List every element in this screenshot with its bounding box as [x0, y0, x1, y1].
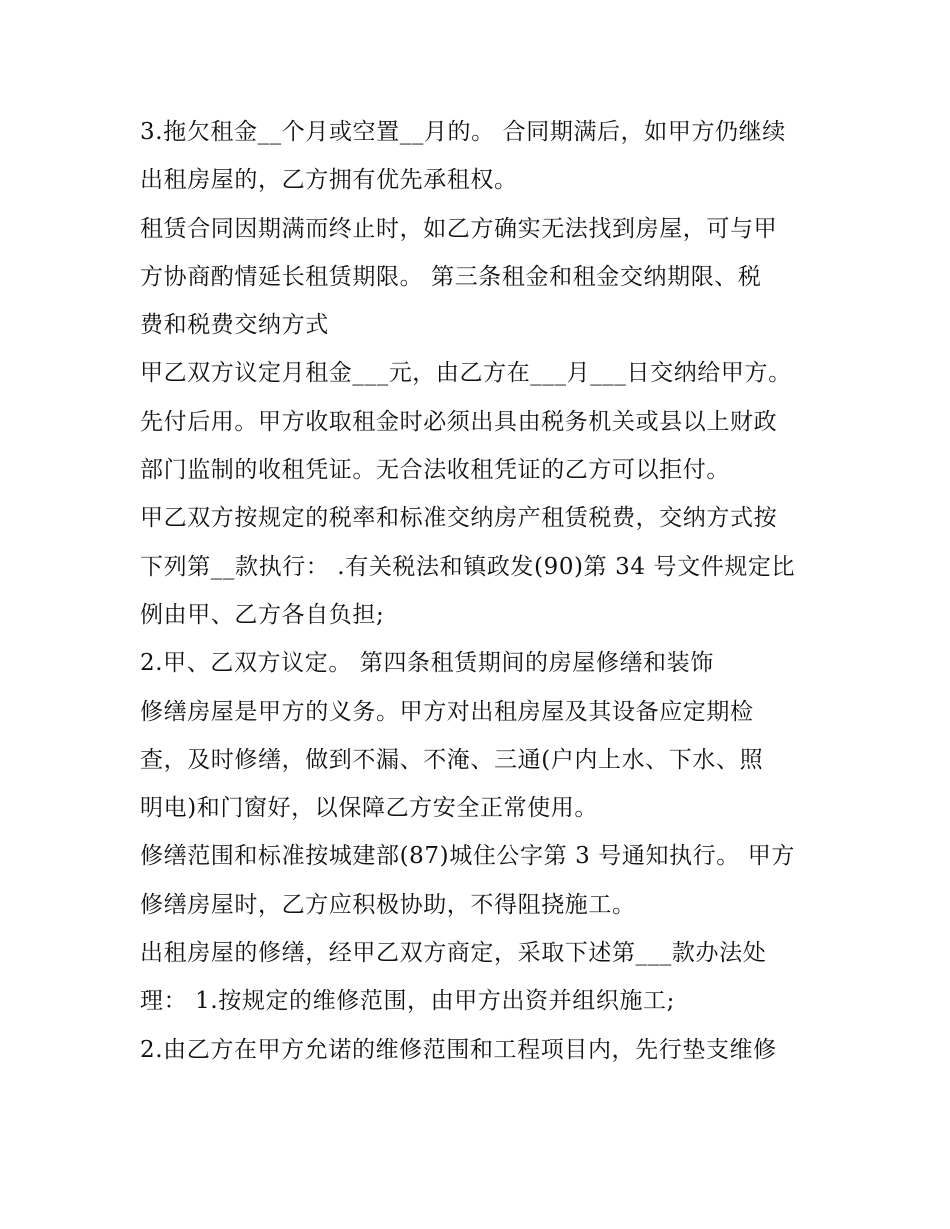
text-line: 修缮范围和标准按城建部(87)城住公字第 3 号通知执行。 甲方 [140, 843, 795, 870]
text-line: 下列第__款执行： .有关税法和镇政发(90)第 34 号文件规定比 [140, 553, 796, 580]
text-line: 甲乙双方按规定的税率和标准交纳房产租赁税费，交纳方式按 [140, 505, 778, 532]
text-line: 修缮房屋是甲方的义务。甲方对出租房屋及其设备应定期检 [140, 698, 754, 725]
text-line: 出租房屋的，乙方拥有优先承租权。 [140, 167, 518, 194]
text-line: 例由甲、乙方各自负担; [140, 601, 385, 628]
text-line: 部门监制的收租凭证。无合法收租凭证的乙方可以拒付。 [140, 457, 730, 484]
text-line: 修缮房屋时，乙方应积极协助，不得阻挠施工。 [140, 891, 636, 918]
text-line: 甲乙双方议定月租金___元，由乙方在___月___日交纳给甲方。 [140, 360, 792, 387]
text-line: 租赁合同因期满而终止时，如乙方确实无法找到房屋，可与甲 [140, 215, 778, 242]
text-line: 查，及时修缮，做到不漏、不淹、三通(户内上水、下水、照 [140, 746, 764, 773]
text-line: 方协商酌情延长租赁期限。 第三条租金和租金交纳期限、税 [140, 263, 762, 290]
text-line: 先付后用。甲方收取租金时必须出具由税务机关或县以上财政 [140, 408, 778, 435]
text-line: 出租房屋的修缮，经甲乙双方商定，采取下述第___款办法处 [140, 940, 767, 967]
text-line: 费和税费交纳方式 [140, 312, 329, 339]
text-line: 理： 1.按规定的维修范围，由甲方出资并组织施工; [140, 988, 676, 1015]
text-line: 3.拖欠租金__个月或空置__月的。 合同期满后，如甲方仍继续 [140, 119, 786, 145]
document-body [140, 108, 830, 1074]
text-line: 2.甲、乙双方议定。 第四条租赁期间的房屋修缮和装饰 [140, 650, 714, 677]
text-line: 2.由乙方在甲方允诺的维修范围和工程项目内，先行垫支维修 [140, 1036, 777, 1063]
text-line: 明电)和门窗好，以保障乙方安全正常使用。 [140, 795, 598, 822]
